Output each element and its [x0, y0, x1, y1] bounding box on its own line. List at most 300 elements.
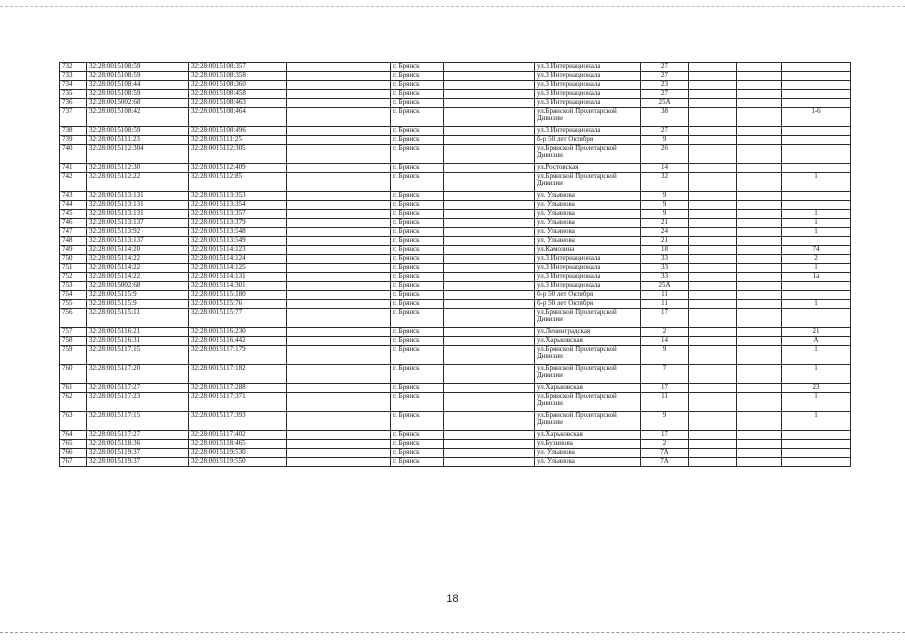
cadastral-number-cell: 32:28:0015119:530	[189, 449, 287, 458]
empty-cell	[287, 328, 391, 337]
street-cell: ул.Камозина	[535, 246, 641, 255]
street-cell: ул.Брянской Пролетарской Дивизии	[535, 412, 641, 431]
empty-cell	[444, 210, 535, 219]
table-row	[60, 273, 851, 282]
flat-number-cell	[782, 127, 851, 136]
house-number-cell: 9	[641, 210, 689, 219]
house-number-cell: 18	[641, 246, 689, 255]
row-number-cell: 767	[60, 458, 87, 467]
table-row	[60, 449, 851, 458]
cadastral-number-cell: 32:28:0015117:371	[189, 393, 287, 412]
cadastral-number-cell: 32:28:0015111:25	[189, 136, 287, 145]
house-number-cell: 23	[641, 81, 689, 90]
empty-cell	[689, 337, 737, 346]
cadastral-number-cell: 32:28:0015112:409	[189, 164, 287, 173]
empty-cell	[444, 412, 535, 431]
street-cell: ул.Ростовская	[535, 164, 641, 173]
cadastral-quarter-cell: 32:28:0015117:27	[87, 431, 189, 440]
row-number-cell: 766	[60, 449, 87, 458]
empty-cell	[689, 273, 737, 282]
empty-cell	[737, 72, 782, 81]
street-cell: ул. Ульянова	[535, 237, 641, 246]
table-row	[60, 255, 851, 264]
row-number-cell: 745	[60, 210, 87, 219]
row-number-cell: 752	[60, 273, 87, 282]
table-row	[60, 412, 851, 431]
flat-number-cell: А	[782, 337, 851, 346]
table-row	[60, 282, 851, 291]
empty-cell	[444, 127, 535, 136]
empty-cell	[689, 431, 737, 440]
empty-cell	[689, 365, 737, 384]
city-cell: г. Брянск	[391, 201, 444, 210]
empty-cell	[737, 449, 782, 458]
row-number-cell: 736	[60, 99, 87, 108]
empty-cell	[737, 219, 782, 228]
house-number-cell: 27	[641, 90, 689, 99]
street-cell: ул. Ульянова	[535, 192, 641, 201]
empty-cell	[689, 282, 737, 291]
empty-cell	[287, 228, 391, 237]
cadastral-number-cell: 32:28:0015117:393	[189, 412, 287, 431]
cadastral-quarter-cell: 32:28:0015116:31	[87, 337, 189, 346]
empty-cell	[689, 72, 737, 81]
table-row	[60, 440, 851, 449]
empty-cell	[737, 99, 782, 108]
cadastral-quarter-cell: 32:28:0015114:22	[87, 255, 189, 264]
empty-cell	[689, 346, 737, 365]
street-cell: ул.Брянской Пролетарской Дивизии	[535, 108, 641, 127]
city-cell: г. Брянск	[391, 393, 444, 412]
street-cell: б-р 50 лет Октября	[535, 300, 641, 309]
flat-number-cell	[782, 72, 851, 81]
house-number-cell: 14	[641, 164, 689, 173]
table-row	[60, 192, 851, 201]
row-number-cell: 760	[60, 365, 87, 384]
flat-number-cell	[782, 99, 851, 108]
empty-cell	[287, 246, 391, 255]
city-cell: г. Брянск	[391, 127, 444, 136]
table-row	[60, 127, 851, 136]
city-cell: г. Брянск	[391, 72, 444, 81]
cadastral-number-cell: 32:28:0015112:85	[189, 173, 287, 192]
city-cell: г. Брянск	[391, 412, 444, 431]
empty-cell	[737, 458, 782, 467]
cadastral-number-cell: 32:28:0015117:288	[189, 384, 287, 393]
cadastral-number-cell: 32:28:0015108:358	[189, 72, 287, 81]
house-number-cell: 33	[641, 264, 689, 273]
row-number-cell: 746	[60, 219, 87, 228]
flat-number-cell	[782, 164, 851, 173]
row-number-cell: 757	[60, 328, 87, 337]
house-number-cell: 27	[641, 63, 689, 72]
empty-cell	[689, 237, 737, 246]
city-cell: г. Брянск	[391, 384, 444, 393]
cadastral-quarter-cell: 32:28:0015118:36	[87, 440, 189, 449]
house-number-cell: 9	[641, 412, 689, 431]
street-cell: ул.Харьковская	[535, 384, 641, 393]
table-row	[60, 431, 851, 440]
row-number-cell: 756	[60, 309, 87, 328]
table-row	[60, 136, 851, 145]
cadastral-number-cell: 32:28:0015119:550	[189, 458, 287, 467]
cadastral-quarter-cell: 32:28:0015112:22	[87, 173, 189, 192]
city-cell: г. Брянск	[391, 458, 444, 467]
empty-cell	[737, 237, 782, 246]
empty-cell	[444, 449, 535, 458]
cadastral-number-cell: 32:28:0015118:465	[189, 440, 287, 449]
cadastral-quarter-cell: 32:28:0015115:11	[87, 309, 189, 328]
empty-cell	[444, 458, 535, 467]
city-cell: г. Брянск	[391, 337, 444, 346]
cadastral-quarter-cell: 32:28:0015111:23	[87, 136, 189, 145]
flat-number-cell: 1	[782, 173, 851, 192]
table-row	[60, 384, 851, 393]
table-row	[60, 237, 851, 246]
house-number-cell: 7	[641, 365, 689, 384]
flat-number-cell: 1	[782, 393, 851, 412]
row-number-cell: 735	[60, 90, 87, 99]
empty-cell	[444, 219, 535, 228]
empty-cell	[287, 99, 391, 108]
empty-cell	[287, 90, 391, 99]
house-number-cell: 25А	[641, 282, 689, 291]
cadastral-quarter-cell: 32:28:0015117:23	[87, 393, 189, 412]
empty-cell	[689, 108, 737, 127]
cadastral-quarter-cell: 32:28:0015114:22	[87, 264, 189, 273]
table-row	[60, 328, 851, 337]
cadastral-number-cell: 32:28:0015115:76	[189, 300, 287, 309]
city-cell: г. Брянск	[391, 210, 444, 219]
city-cell: г. Брянск	[391, 282, 444, 291]
empty-cell	[689, 136, 737, 145]
house-number-cell: 9	[641, 346, 689, 365]
cadastral-number-cell: 32:28:0015113:549	[189, 237, 287, 246]
row-number-cell: 762	[60, 393, 87, 412]
empty-cell	[444, 273, 535, 282]
city-cell: г. Брянск	[391, 173, 444, 192]
street-cell: ул.3 Интернационала	[535, 99, 641, 108]
empty-cell	[689, 201, 737, 210]
cadastral-quarter-cell: 32:28:0015115:9	[87, 300, 189, 309]
cadastral-quarter-cell: 32:28:0015108:44	[87, 81, 189, 90]
empty-cell	[689, 440, 737, 449]
empty-cell	[737, 127, 782, 136]
empty-cell	[444, 291, 535, 300]
cadastral-number-cell: 32:28:0015108:463	[189, 99, 287, 108]
street-cell: ул.3 Интернационала	[535, 72, 641, 81]
empty-cell	[689, 90, 737, 99]
row-number-cell: 737	[60, 108, 87, 127]
row-number-cell: 765	[60, 440, 87, 449]
flat-number-cell	[782, 201, 851, 210]
flat-number-cell: 1-6	[782, 108, 851, 127]
empty-cell	[287, 136, 391, 145]
city-cell: г. Брянск	[391, 346, 444, 365]
cadastral-number-cell: 32:28:0015108:357	[189, 63, 287, 72]
cadastral-number-cell: 32:28:0015108:464	[189, 108, 287, 127]
house-number-cell: 11	[641, 393, 689, 412]
cadastral-quarter-cell: 32:28:0015113:137	[87, 237, 189, 246]
flat-number-cell	[782, 81, 851, 90]
table-row	[60, 90, 851, 99]
empty-cell	[444, 346, 535, 365]
city-cell: г. Брянск	[391, 291, 444, 300]
city-cell: г. Брянск	[391, 108, 444, 127]
street-cell: ул.Брянской Пролетарской Дивизии	[535, 145, 641, 164]
empty-cell	[689, 328, 737, 337]
cadastral-number-cell: 32:28:0015113:357	[189, 210, 287, 219]
house-number-cell: 33	[641, 273, 689, 282]
row-number-cell: 748	[60, 237, 87, 246]
cadastral-quarter-cell: 32:28:0015117:15	[87, 412, 189, 431]
city-cell: г. Брянск	[391, 264, 444, 273]
empty-cell	[287, 145, 391, 164]
empty-cell	[689, 127, 737, 136]
street-cell: ул.3 Интернационала	[535, 63, 641, 72]
empty-cell	[689, 210, 737, 219]
cadastral-number-cell: 32:28:0015117:179	[189, 346, 287, 365]
table-row	[60, 228, 851, 237]
empty-cell	[287, 164, 391, 173]
empty-cell	[444, 145, 535, 164]
cadastral-number-cell: 32:28:0015113:548	[189, 228, 287, 237]
empty-cell	[444, 237, 535, 246]
row-number-cell: 749	[60, 246, 87, 255]
house-number-cell: 21	[641, 237, 689, 246]
empty-cell	[444, 309, 535, 328]
city-cell: г. Брянск	[391, 145, 444, 164]
street-cell: ул. Ульянова	[535, 210, 641, 219]
empty-cell	[737, 328, 782, 337]
city-cell: г. Брянск	[391, 273, 444, 282]
cadastral-number-cell: 32:28:0015112:305	[189, 145, 287, 164]
house-number-cell: 7А	[641, 458, 689, 467]
house-number-cell: 33	[641, 255, 689, 264]
cadastral-number-cell: 32:28:0015114:124	[189, 255, 287, 264]
flat-number-cell: 1	[782, 300, 851, 309]
row-number-cell: 732	[60, 63, 87, 72]
table-row	[60, 291, 851, 300]
street-cell: ул. Ульянова	[535, 201, 641, 210]
cadastral-quarter-cell: 32:28:0015114:22	[87, 273, 189, 282]
row-number-cell: 744	[60, 201, 87, 210]
empty-cell	[689, 219, 737, 228]
cadastral-quarter-cell: 32:28:0015108:59	[87, 90, 189, 99]
table-row	[60, 99, 851, 108]
table-row	[60, 393, 851, 412]
house-number-cell: 9	[641, 201, 689, 210]
empty-cell	[689, 164, 737, 173]
empty-cell	[737, 173, 782, 192]
empty-cell	[737, 264, 782, 273]
empty-cell	[287, 384, 391, 393]
row-number-cell: 755	[60, 300, 87, 309]
cadastral-number-cell: 32:28:0015115:77	[189, 309, 287, 328]
flat-number-cell: 74	[782, 246, 851, 255]
empty-cell	[444, 63, 535, 72]
street-cell: ул. Ульянова	[535, 449, 641, 458]
house-number-cell: 17	[641, 309, 689, 328]
house-number-cell: 17	[641, 384, 689, 393]
street-cell: б-р 50 лет Октября	[535, 136, 641, 145]
empty-cell	[287, 210, 391, 219]
city-cell: г. Брянск	[391, 90, 444, 99]
cadastral-quarter-cell: 32:28:0015116:21	[87, 328, 189, 337]
flat-number-cell: 1	[782, 210, 851, 219]
empty-cell	[737, 393, 782, 412]
house-number-cell: 38	[641, 108, 689, 127]
cadastral-number-cell: 32:28:0015117:402	[189, 431, 287, 440]
flat-number-cell: 1	[782, 346, 851, 365]
empty-cell	[287, 458, 391, 467]
empty-cell	[737, 228, 782, 237]
table-row	[60, 63, 851, 72]
empty-cell	[287, 72, 391, 81]
flat-number-cell: 1	[782, 228, 851, 237]
empty-cell	[287, 365, 391, 384]
row-number-cell: 763	[60, 412, 87, 431]
city-cell: г. Брянск	[391, 81, 444, 90]
table-body	[60, 63, 851, 467]
city-cell: г. Брянск	[391, 300, 444, 309]
table-row	[60, 164, 851, 173]
empty-cell	[287, 108, 391, 127]
empty-cell	[689, 264, 737, 273]
row-number-cell: 733	[60, 72, 87, 81]
house-number-cell: 27	[641, 127, 689, 136]
empty-cell	[287, 127, 391, 136]
flat-number-cell	[782, 145, 851, 164]
empty-cell	[689, 412, 737, 431]
cadastral-quarter-cell: 32:28:0015002:68	[87, 282, 189, 291]
empty-cell	[737, 81, 782, 90]
street-cell: ул.Ленинградская	[535, 328, 641, 337]
house-number-cell: 17	[641, 431, 689, 440]
flat-number-cell: 1	[782, 412, 851, 431]
empty-cell	[689, 173, 737, 192]
street-cell: ул. Ульянова	[535, 219, 641, 228]
empty-cell	[444, 173, 535, 192]
house-number-cell: 26	[641, 145, 689, 164]
empty-cell	[444, 300, 535, 309]
empty-cell	[444, 72, 535, 81]
table-row	[60, 337, 851, 346]
empty-cell	[737, 412, 782, 431]
flat-number-cell	[782, 136, 851, 145]
city-cell: г. Брянск	[391, 192, 444, 201]
cadastral-quarter-cell: 32:28:0015112:30	[87, 164, 189, 173]
house-number-cell: 14	[641, 337, 689, 346]
table-row	[60, 365, 851, 384]
flat-number-cell	[782, 458, 851, 467]
flat-number-cell	[782, 431, 851, 440]
flat-number-cell	[782, 63, 851, 72]
flat-number-cell	[782, 237, 851, 246]
table-row	[60, 246, 851, 255]
street-cell: ул.3 Интернационала	[535, 90, 641, 99]
city-cell: г. Брянск	[391, 228, 444, 237]
empty-cell	[444, 136, 535, 145]
table-row	[60, 72, 851, 81]
street-cell: ул.3 Интернационала	[535, 282, 641, 291]
cadastral-number-cell: 32:28:0015115:180	[189, 291, 287, 300]
empty-cell	[737, 192, 782, 201]
empty-cell	[287, 431, 391, 440]
empty-cell	[737, 210, 782, 219]
city-cell: г. Брянск	[391, 136, 444, 145]
row-number-cell: 739	[60, 136, 87, 145]
empty-cell	[287, 337, 391, 346]
empty-cell	[737, 346, 782, 365]
row-number-cell: 754	[60, 291, 87, 300]
empty-cell	[287, 201, 391, 210]
flat-number-cell	[782, 192, 851, 201]
row-number-cell: 741	[60, 164, 87, 173]
empty-cell	[737, 300, 782, 309]
flat-number-cell	[782, 90, 851, 99]
scan-edge-bottom	[0, 628, 905, 633]
cadastral-quarter-cell: 32:28:0015108:42	[87, 108, 189, 127]
row-number-cell: 758	[60, 337, 87, 346]
empty-cell	[287, 282, 391, 291]
city-cell: г. Брянск	[391, 309, 444, 328]
street-cell: б-р 50 лет Октября	[535, 291, 641, 300]
row-number-cell: 750	[60, 255, 87, 264]
row-number-cell: 759	[60, 346, 87, 365]
cadastral-number-cell: 32:28:0015113:353	[189, 192, 287, 201]
city-cell: г. Брянск	[391, 246, 444, 255]
street-cell: ул.3 Интернационала	[535, 273, 641, 282]
house-number-cell: 9	[641, 192, 689, 201]
cadastral-quarter-cell: 32:28:0015115:9	[87, 291, 189, 300]
empty-cell	[689, 309, 737, 328]
empty-cell	[444, 164, 535, 173]
table-row	[60, 300, 851, 309]
table-row	[60, 309, 851, 328]
flat-number-cell: 21	[782, 328, 851, 337]
empty-cell	[737, 337, 782, 346]
house-number-cell: 2	[641, 440, 689, 449]
city-cell: г. Брянск	[391, 449, 444, 458]
flat-number-cell	[782, 449, 851, 458]
empty-cell	[689, 192, 737, 201]
empty-cell	[737, 201, 782, 210]
empty-cell	[737, 164, 782, 173]
house-number-cell: 11	[641, 291, 689, 300]
city-cell: г. Брянск	[391, 219, 444, 228]
empty-cell	[444, 440, 535, 449]
cadastral-number-cell: 32:28:0015114:125	[189, 264, 287, 273]
row-number-cell: 738	[60, 127, 87, 136]
empty-cell	[287, 346, 391, 365]
table-row	[60, 108, 851, 127]
street-cell: ул.3 Интернационала	[535, 264, 641, 273]
street-cell: ул.Брянской Пролетарской Дивизии	[535, 365, 641, 384]
empty-cell	[287, 393, 391, 412]
empty-cell	[444, 201, 535, 210]
empty-cell	[287, 300, 391, 309]
cadastral-number-cell: 32:28:0015114:301	[189, 282, 287, 291]
cadastral-number-cell: 32:28:0015113:354	[189, 201, 287, 210]
house-number-cell: 2	[641, 328, 689, 337]
flat-number-cell	[782, 282, 851, 291]
city-cell: г. Брянск	[391, 255, 444, 264]
street-cell: ул.Харьковская	[535, 431, 641, 440]
table-row	[60, 210, 851, 219]
street-cell: ул.Брянской Пролетарской Дивизии	[535, 309, 641, 328]
house-number-cell: 25А	[641, 99, 689, 108]
